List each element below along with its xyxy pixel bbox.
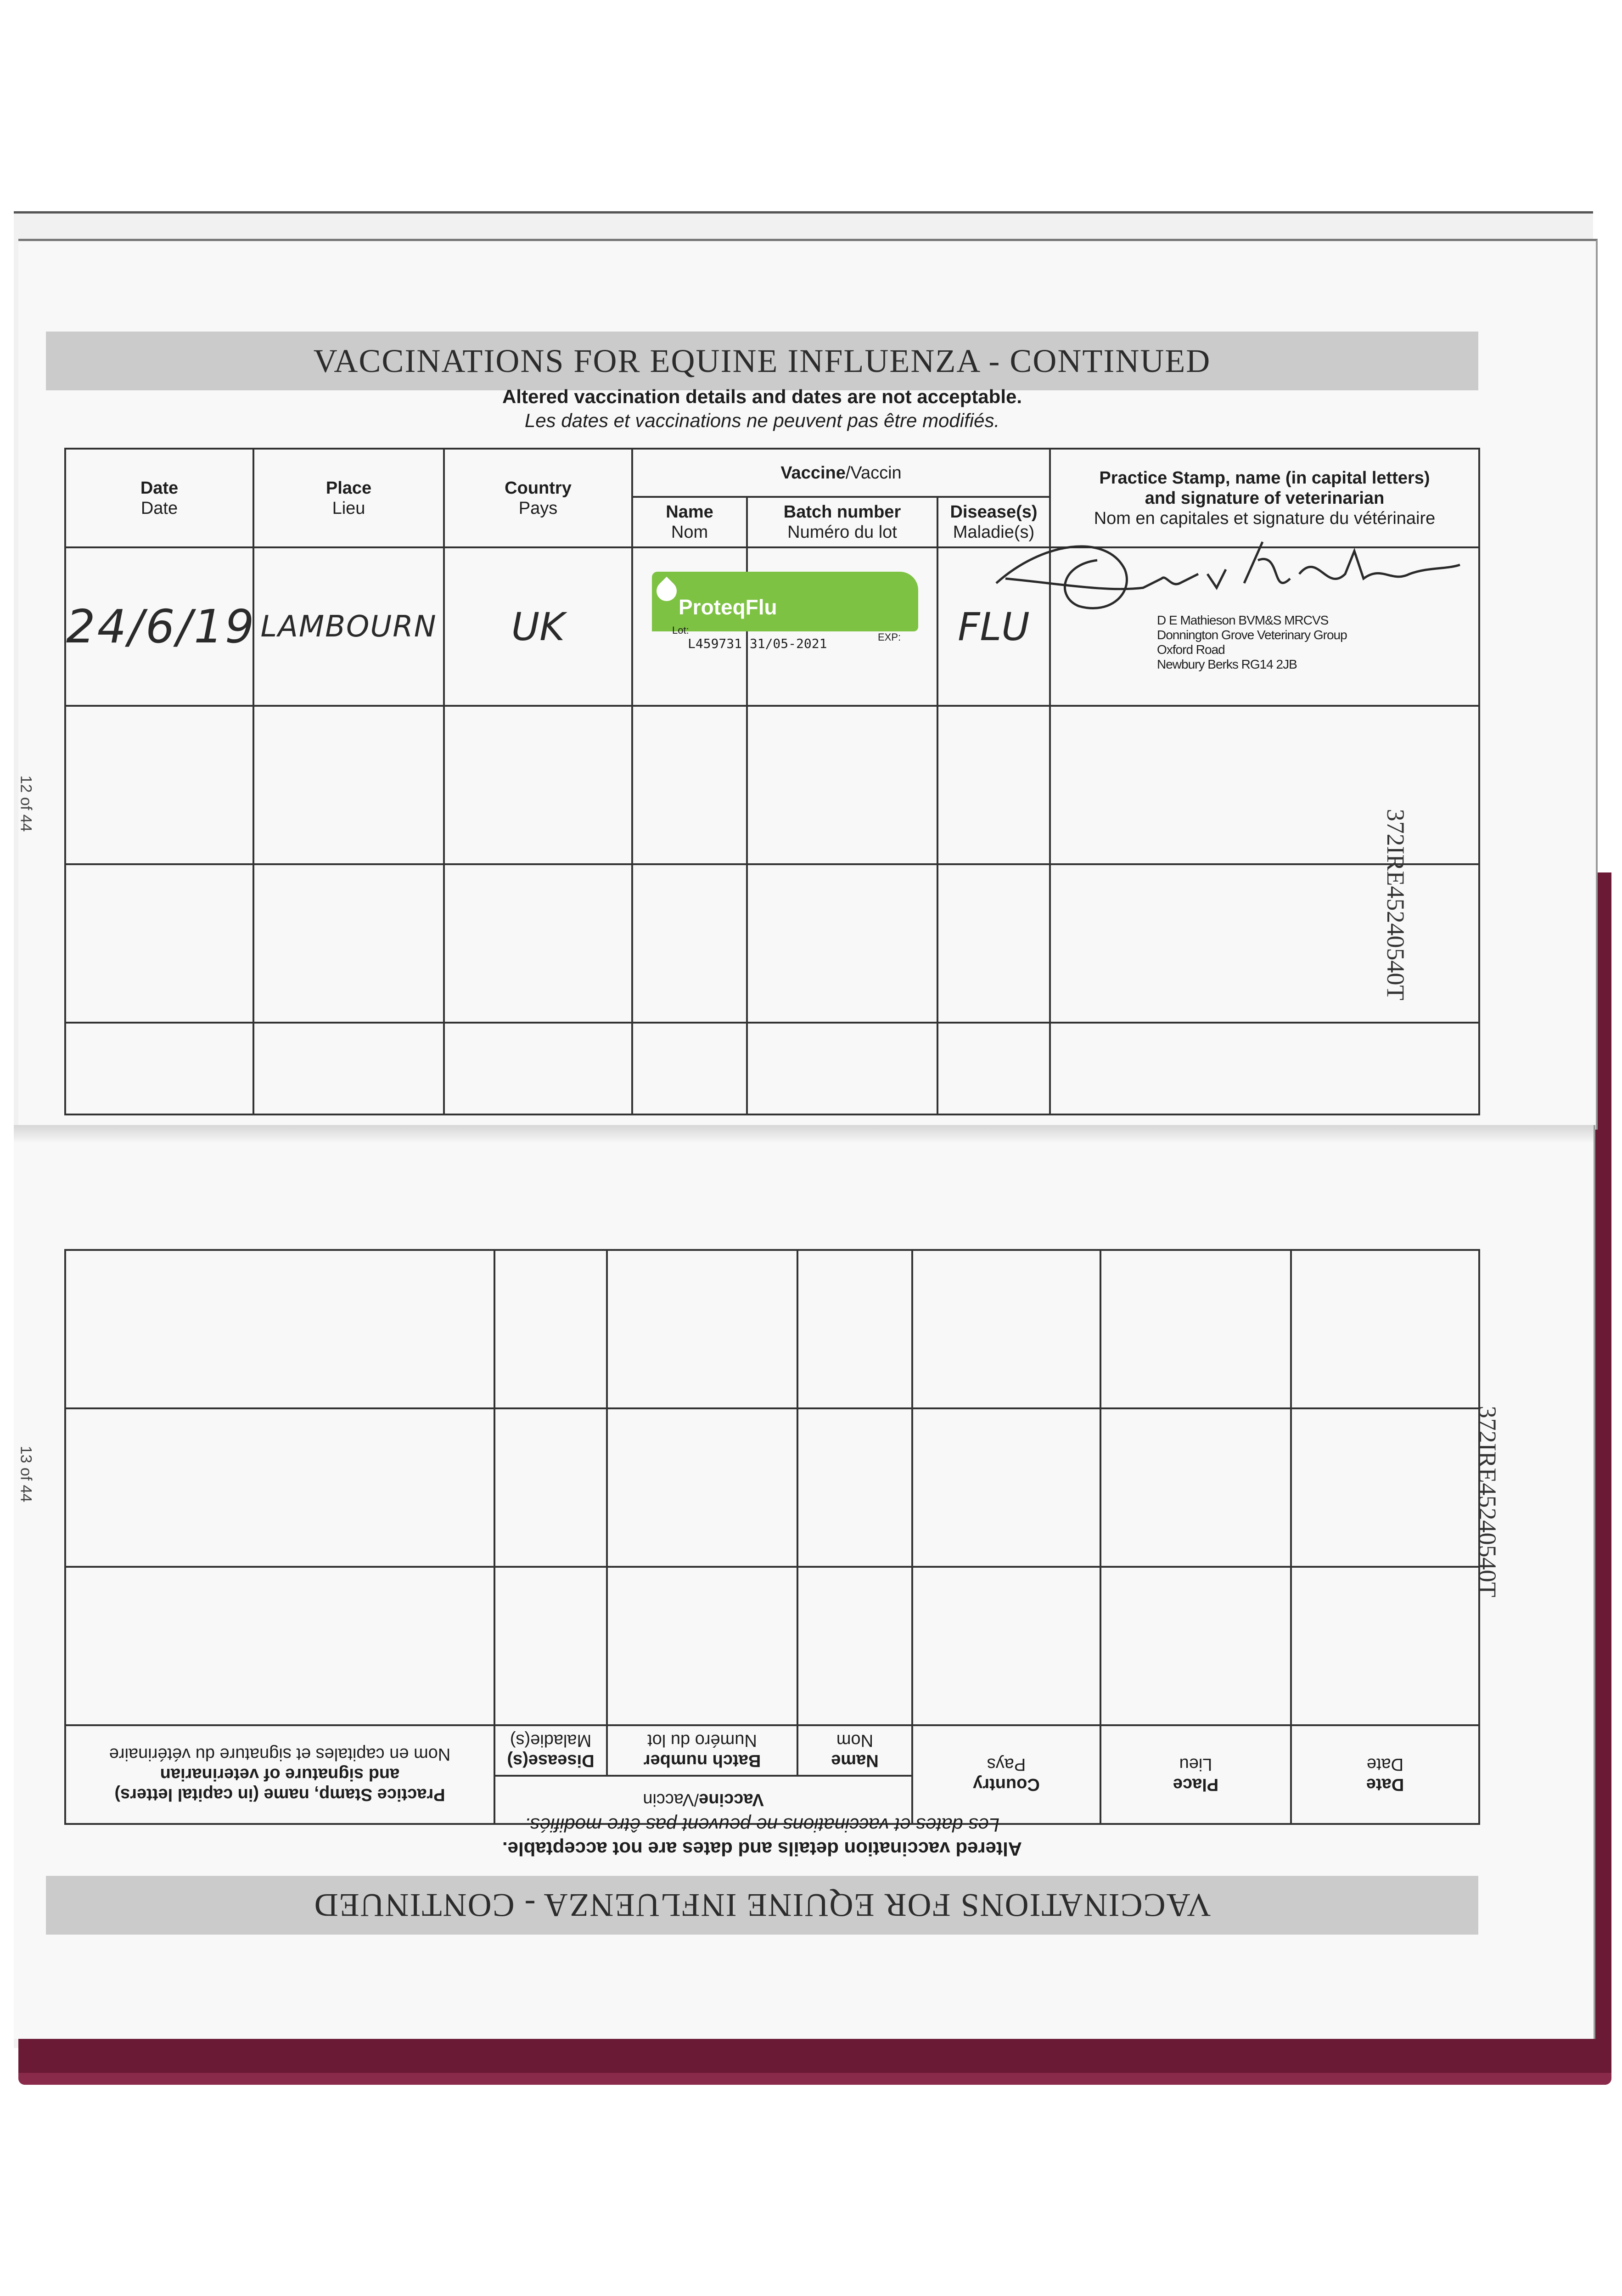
entry-disease: FLU [958, 604, 1030, 649]
vaccination-table-upside-down [64, 1249, 1480, 1825]
column-header-name: Name Nom [632, 497, 747, 547]
page-number: 13 of 44 [17, 1446, 35, 1503]
sticker-lot-number: L459731 31/05-2021 [688, 636, 827, 651]
table-row [65, 864, 1479, 1023]
column-header-place: Place Lieu [253, 449, 444, 547]
table-row [65, 1250, 1479, 1408]
page-heading-band [46, 332, 1478, 390]
column-header-batch: Batch number Numéro du lot [607, 1725, 797, 1776]
column-header-practice-stamp: Practice Stamp, name (in capital letters) and signature of veterinarian Nom en capitales et signature du vétérinaire [1050, 449, 1479, 547]
table-row [65, 1023, 1479, 1114]
stamp-line: Oxford Road [1157, 642, 1225, 657]
page-heading-band-upside-down [46, 1876, 1478, 1935]
vaccine-batch-sticker [652, 572, 918, 664]
passport-id-label: 372IRE45240540T [1474, 1406, 1501, 1598]
column-header-country: Country Pays [444, 449, 632, 547]
column-header-vaccine: Vaccine/Vaccin [494, 1776, 912, 1824]
sticker-lot-label: Lot: [672, 625, 689, 636]
notice-english: Altered vaccination details and dates are not acceptable. [502, 1838, 1022, 1860]
column-header-batch: Batch number Numéro du lot [747, 497, 937, 547]
column-header-practice-stamp: Practice Stamp, name (in capital letters) and signature of veterinarian Nom en capitales et signature du vétérinaire [65, 1725, 494, 1824]
column-header-date: Date Date [1291, 1725, 1479, 1824]
passport-id-label: 372IRE45240540T [1382, 809, 1409, 1001]
column-header-name: Name Nom [797, 1725, 912, 1776]
entry-date: 24/6/19 [66, 600, 256, 653]
table-row [65, 1567, 1479, 1725]
entry-country-cell [444, 547, 632, 706]
column-header-disease: Disease(s) Maladie(s) [494, 1725, 607, 1776]
notice-french: Les dates et vaccinations ne peuvent pas être modifiés. [524, 410, 1000, 431]
column-header-place: Place Lieu [1100, 1725, 1291, 1824]
column-header-vaccine: Vaccine/Vaccin [632, 449, 1050, 497]
notice-english: Altered vaccination details and dates are not acceptable. [502, 386, 1022, 407]
column-header-date: Date Date [65, 449, 253, 547]
stamp-line: D E Mathieson BVM&S MRCVS [1157, 613, 1329, 627]
sticker-exp-label: EXP: [878, 631, 901, 643]
entry-place: LAMBOURN [260, 609, 437, 644]
table-header-row [65, 449, 1479, 497]
column-header-country: Country Pays [912, 1725, 1100, 1824]
page-title: VACCINATIONS FOR EQUINE INFLUENZA - CONTINUED [313, 342, 1211, 379]
notice-french: Les dates et vaccinations ne peuvent pas être modifiés. [524, 1814, 1000, 1836]
stamp-line: Donnington Grove Veterinary Group [1157, 628, 1347, 642]
column-header-disease: Disease(s) Maladie(s) [937, 497, 1050, 547]
notice-upside-down [46, 1814, 1478, 1860]
veterinarian-signature [987, 523, 1465, 629]
entry-place-cell [253, 547, 444, 706]
notice [46, 386, 1478, 432]
table-row [65, 706, 1479, 864]
table-row [65, 1408, 1479, 1567]
stamp-line: Newbury Berks RG14 2JB [1157, 657, 1297, 671]
page-number: 12 of 44 [17, 775, 35, 832]
sticker-product-name: ProteqFlu [679, 595, 777, 619]
entry-country: UK [511, 604, 565, 649]
entry-date-cell [65, 547, 256, 706]
page-title: VACCINATIONS FOR EQUINE INFLUENZA - CONTINUED [313, 1887, 1211, 1924]
